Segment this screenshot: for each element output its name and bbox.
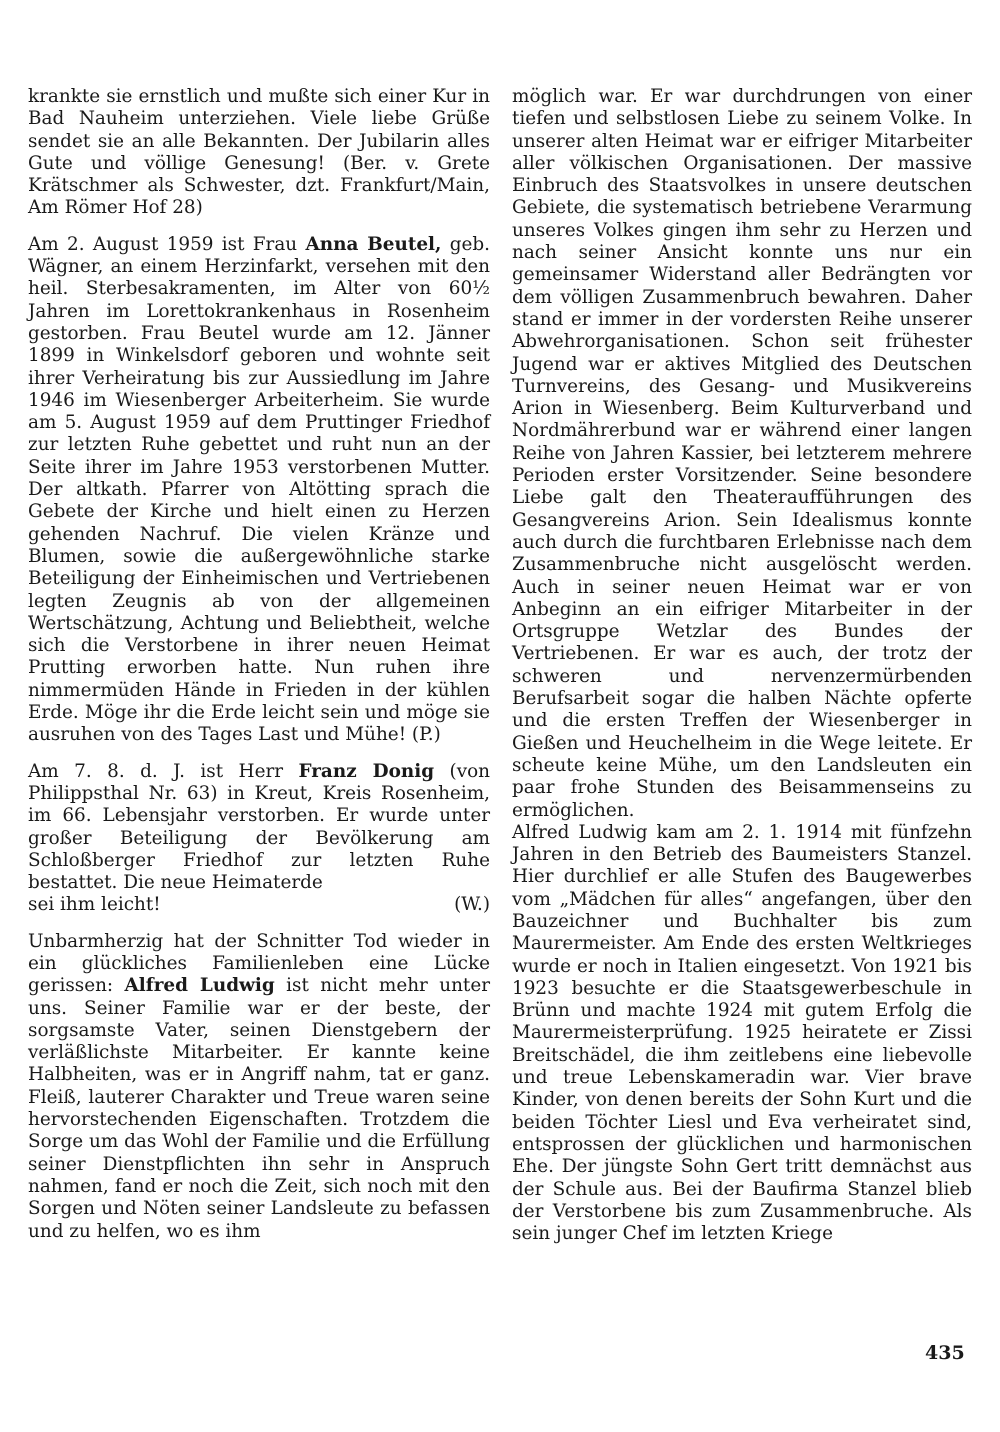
person-name-franz-donig: Franz Donig <box>298 760 435 782</box>
paragraph-text: geb. Wägner, an einem Herzinfarkt, versehen mit den heil. Sterbesakramenten, im Alter von 60½ Jahren im Lorettokrankenhaus in Rosenheim gestorben. Frau Beutel wurde am 12. Jänner 1899 in Winkelsdorf geboren und wohnte seit ihrer Verheiratung bis zur Aussiedlung im Jahre 1946 im Wiesenberger Arbeiterheim. Sie wurde am 5. August 1959 auf dem Pruttinger Friedhof zur letzten Ruhe gebettet und ruht nun an der Seite ihrer im Jahre 1953 verstorbenen Mutter. Der altkath. Pfarrer von Altötting sprach die Gebete der Kirche und hielt einen zu Herzen gehenden Nachruf. Die vielen Kränze und Blumen, sowie die außergewöhnliche starke Beteiligung der Einheimischen und Vertriebenen legten Zeugnis ab von der allgemeinen Wertschätzung, Achtung und Beliebtheit, welche sich die Verstorbene in ihrer neuen Heimat Prutting erworben hatte. Nun ruhen ihre nimmermüden Hände in Frieden in der kühlen Erde. Möge ihr die Erde leicht sein und möge sie ausruhen von des Tages Last und Mühe! (P.) <box>28 233 491 746</box>
signature-line <box>28 894 490 916</box>
paragraph-franz-donig <box>28 761 490 895</box>
paragraph-kraetschmer: krankte sie ernstlich und mußte sich einer Kur in Bad Nauheim unterziehen. Viele liebe Grüße sendet sie an alle Bekannten. Der Jubilarin alles Gute und völlige Genesung! (Ber. v. Grete Krätschmer als Schwester, dzt. Frankfurt/Main, Am Römer Hof 28) <box>28 86 490 219</box>
paragraph-anna-beutel <box>28 234 490 747</box>
paragraph-alfred-ludwig <box>28 931 490 1243</box>
paragraph-text: (von Philippsthal Nr. 63) in Kreut, Kreis Rosenheim, im 66. Lebensjahr verstorben. Er wurde unter großer Beteiligung der Bevölkerung am Schloßberger Friedhof zur letzten Ruhe bestattet. Die neue Heimaterde <box>28 760 490 894</box>
paragraph-text: ist nicht mehr unter uns. Seiner Familie war er der beste, der sorgsamste Vater, seinen Dienstgebern der verläßlichste Mitarbeiter. Er kannte keine Halbheiten, was er in Angriff nahm, tat er ganz. Fleiß, lauterer Charakter und Treue waren seine hervorstechenden Eigenschaften. Trotzdem die Sorge um das Wohl der Familie und die Erfüllung seiner Dienstpflichten ihn sehr in Anspruch nahmen, fand er noch die Zeit, sich noch mit den Sorgen und Nöten seiner Landsleute zu befassen und zu helfen, wo es ihm <box>28 975 490 1242</box>
person-name-alfred-ludwig: Alfred Ludwig <box>124 975 275 997</box>
person-name-anna-beutel: Anna Beutel, <box>305 233 442 255</box>
paragraph-text: Am 2. August 1959 ist Frau <box>28 233 306 255</box>
paragraph-ludwig-biography: Alfred Ludwig kam am 2. 1. 1914 mit fünfzehn Jahren in den Betrieb des Baumeisters Stanzel. Hier durchlief er alle Stufen des Baugewerbes vom „Mädchen für alles“ angefangen, über den Bauzeichner und Buchhalter bis zum Maurermeister. Am Ende des ersten Weltkrieges wurde er noch in Italien eingesetzt. Von 1921 bis 1923 besuchte er die Staatsgewerbeschule in Brünn und machte 1924 mit gutem Erfolg die Maurermeisterprüfung. 1925 heiratete er Zissi Breitschädel, die ihm zeitlebens eine liebevolle und treue Lebenskameradin war. Vier brave Kinder, von denen bereits der Sohn Kurt und die beiden Töchter Liesl und Eva verheiratet sind, entsprossen der glücklichen und harmonischen Ehe. Der jüngste Sohn Gert tritt demnächst aus der Schule aus. Bei der Baufirma Stanzel blieb der Verstorbene bis zum Zusammenbruche. Als sein junger Chef im letzten Kriege <box>512 821 972 1245</box>
paragraph-text: Am 7. 8. d. J. ist Herr <box>28 760 299 782</box>
left-column <box>28 86 490 1243</box>
right-column <box>512 86 972 1245</box>
page-number: 435 <box>925 1342 965 1364</box>
author-initial: (W.) <box>454 894 490 916</box>
paragraph-text: Unbarmherzig hat der Schnitter Tod wieder in ein glückliches Familienleben eine Lücke gerissen: <box>28 930 490 997</box>
paragraph-ludwig-continued: möglich war. Er war durchdrungen von einer tiefen und selbstlosen Liebe zu seinem Volke. In unserer alten Heimat war er eifriger Mitarbeiter aller völkischen Organisationen. Der massive Einbruch des Staatsvolkes in unsere deutschen Gebiete, die systematisch betriebene Verarmung unseres Volkes gingen ihm sehr zu Herzen und nach seiner Ansicht konnte uns nur ein gemeinsamer Widerstand aller Bedrängten vor dem völligen Zusammenbruch bewahren. Daher stand er immer in der vordersten Reihe unserer Abwehrorganisationen. Schon seit frühester Jugend war er aktives Mitglied des Deutschen Turnvereins, des Gesang- und Musikvereins Arion in Wiesenberg. Beim Kulturverband und Nordmährerbund war er während einer langen Reihe von Jahren Kassier, bei letzterem mehrere Perioden erster Vorsitzender. Seine besondere Liebe galt den Theateraufführungen des Gesangvereins Arion. Sein Idealismus konnte auch durch die furchtbaren Erlebnisse nach dem Zusammenbruche nicht ausgelöscht werden. Auch in seiner neuen Heimat war er von Anbeginn an ein eifriger Mitarbeiter in der Ortsgruppe Wetzlar des Bundes der Vertriebenen. Er war es auch, der trotz der schweren und nervenzermürbenden Berufsarbeit sogar die halben Nächte opferte und die ersten Treffen der Wiesenberger in Gießen und Heuchelheim in die Wege leitete. Er scheute keine Mühe, um den Landsleuten ein paar frohe Stunden des Beisammenseins zu ermöglichen. <box>512 86 972 821</box>
closing-text: sei ihm leicht! <box>28 894 161 916</box>
